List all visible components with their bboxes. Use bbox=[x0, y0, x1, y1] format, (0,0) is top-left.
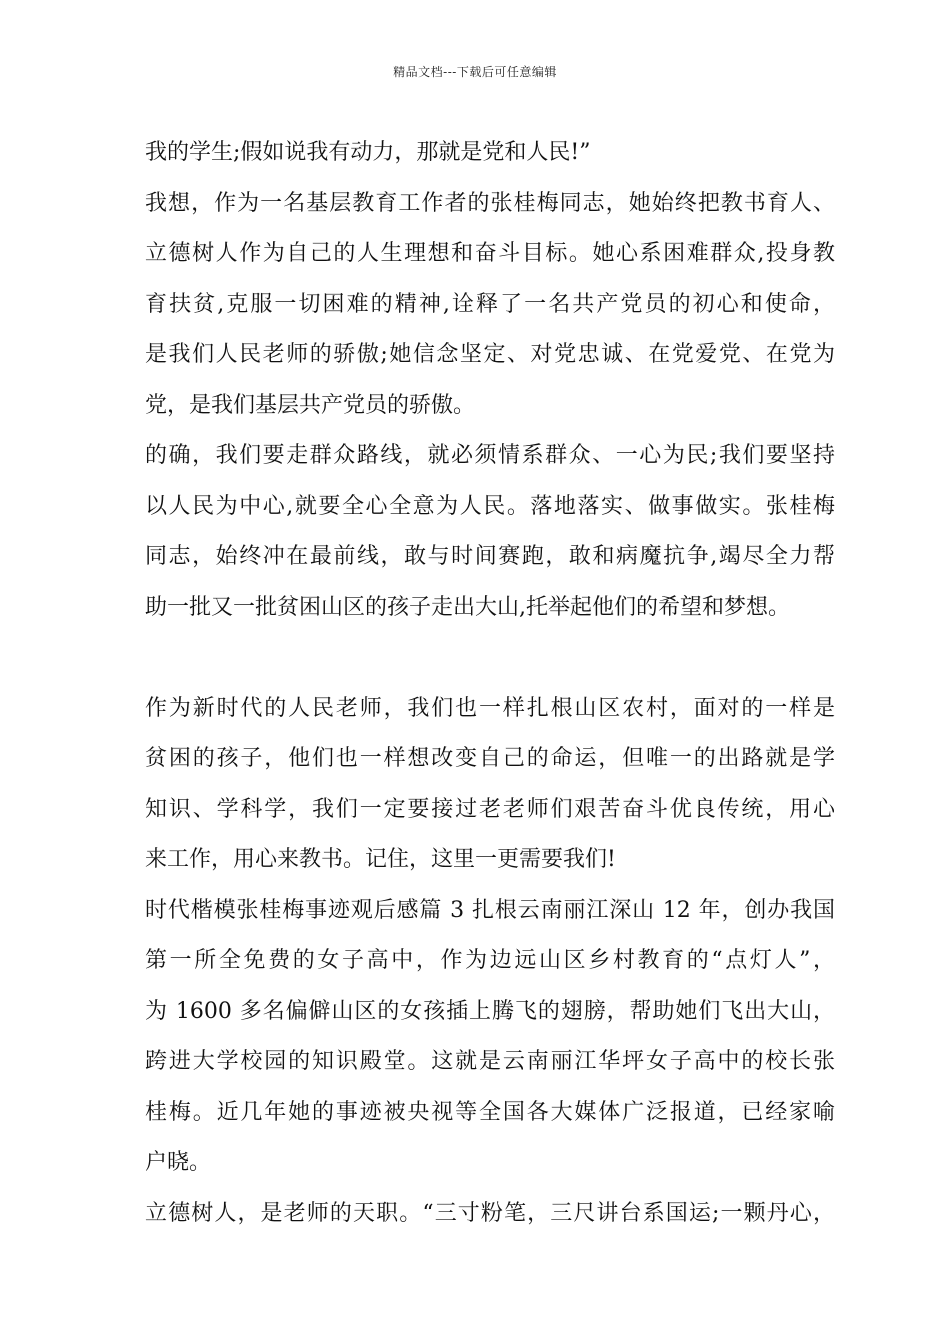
text-line: 助一批又一批贫困山区的孩子走出大山,托举起他们的希望和梦想。 bbox=[145, 594, 790, 620]
text-line: 的确，我们要走群众路线，就必须情系群众、一心为民;我们要坚持 bbox=[145, 443, 835, 468]
page-header: 精品文档---下载后可任意编辑 bbox=[393, 65, 557, 79]
text-line: 知识、学科学，我们一定要接过老老师们艰苦奋斗优良传统，用心 bbox=[145, 796, 835, 822]
text-line: 立德树人，是老师的天职。“三寸粉笔，三尺讲台系国运;一颗丹心， bbox=[145, 1200, 835, 1226]
document-body bbox=[145, 128, 835, 1239]
text-line: 桂梅。近几年她的事迹被央视等全国各大媒体广泛报道，已经家喻 bbox=[145, 1099, 835, 1125]
text-line: 是我们人民老师的骄傲;她信念坚定、对党忠诚、在党爱党、在党为 bbox=[145, 342, 835, 367]
text-line: 户晓。 bbox=[145, 1150, 212, 1175]
text-line: 党，是我们基层共产党员的骄傲。 bbox=[145, 392, 476, 418]
text-line: 跨进大学校园的知识殿堂。这就是云南丽江华坪女子高中的校长张 bbox=[145, 1049, 835, 1074]
paragraph bbox=[145, 684, 835, 886]
text-line: 贫困的孩子，他们也一样想改变自己的命运，但唯一的出路就是学 bbox=[145, 746, 835, 771]
text-line: 育扶贫,克服一切困难的精神,诠释了一名共产党员的初心和使命， bbox=[145, 291, 835, 317]
paragraph-spacer bbox=[145, 633, 835, 684]
text-line: 我的学生;假如说我有动力，那就是党和人民!” bbox=[145, 140, 591, 165]
paragraph bbox=[145, 886, 835, 1189]
text-line: 第一所全免费的女子高中，作为边远山区乡村教育的“点灯人”， bbox=[145, 948, 835, 973]
paragraph bbox=[145, 179, 835, 432]
text-line: 作为新时代的人民老师，我们也一样扎根山区农村，面对的一样是 bbox=[145, 695, 835, 721]
text-line: 立德树人作为自己的人生理想和奋斗目标。她心系困难群众,投身教 bbox=[145, 241, 835, 266]
paragraph bbox=[145, 431, 835, 633]
text-line: 为 1600 多名偏僻山区的女孩插上腾飞的翅膀，帮助她们飞出大山， bbox=[145, 998, 835, 1024]
text-line: 来工作，用心来教书。记住，这里一更需要我们! bbox=[145, 847, 616, 872]
text-line: 我想，作为一名基层教育工作者的张桂梅同志，她始终把教书育人、 bbox=[145, 190, 835, 216]
paragraph bbox=[145, 1189, 835, 1240]
text-line: 时代楷模张桂梅事迹观后感篇 3 扎根云南丽江深山 12 年，创办我国 bbox=[145, 897, 835, 923]
text-line: 同志，始终冲在最前线，敢与时间赛跑，敢和病魔抗争,竭尽全力帮 bbox=[145, 544, 835, 569]
text-line: 以人民为中心,就要全心全意为人民。落地落实、做事做实。张桂梅 bbox=[145, 493, 835, 519]
paragraph bbox=[145, 128, 835, 179]
